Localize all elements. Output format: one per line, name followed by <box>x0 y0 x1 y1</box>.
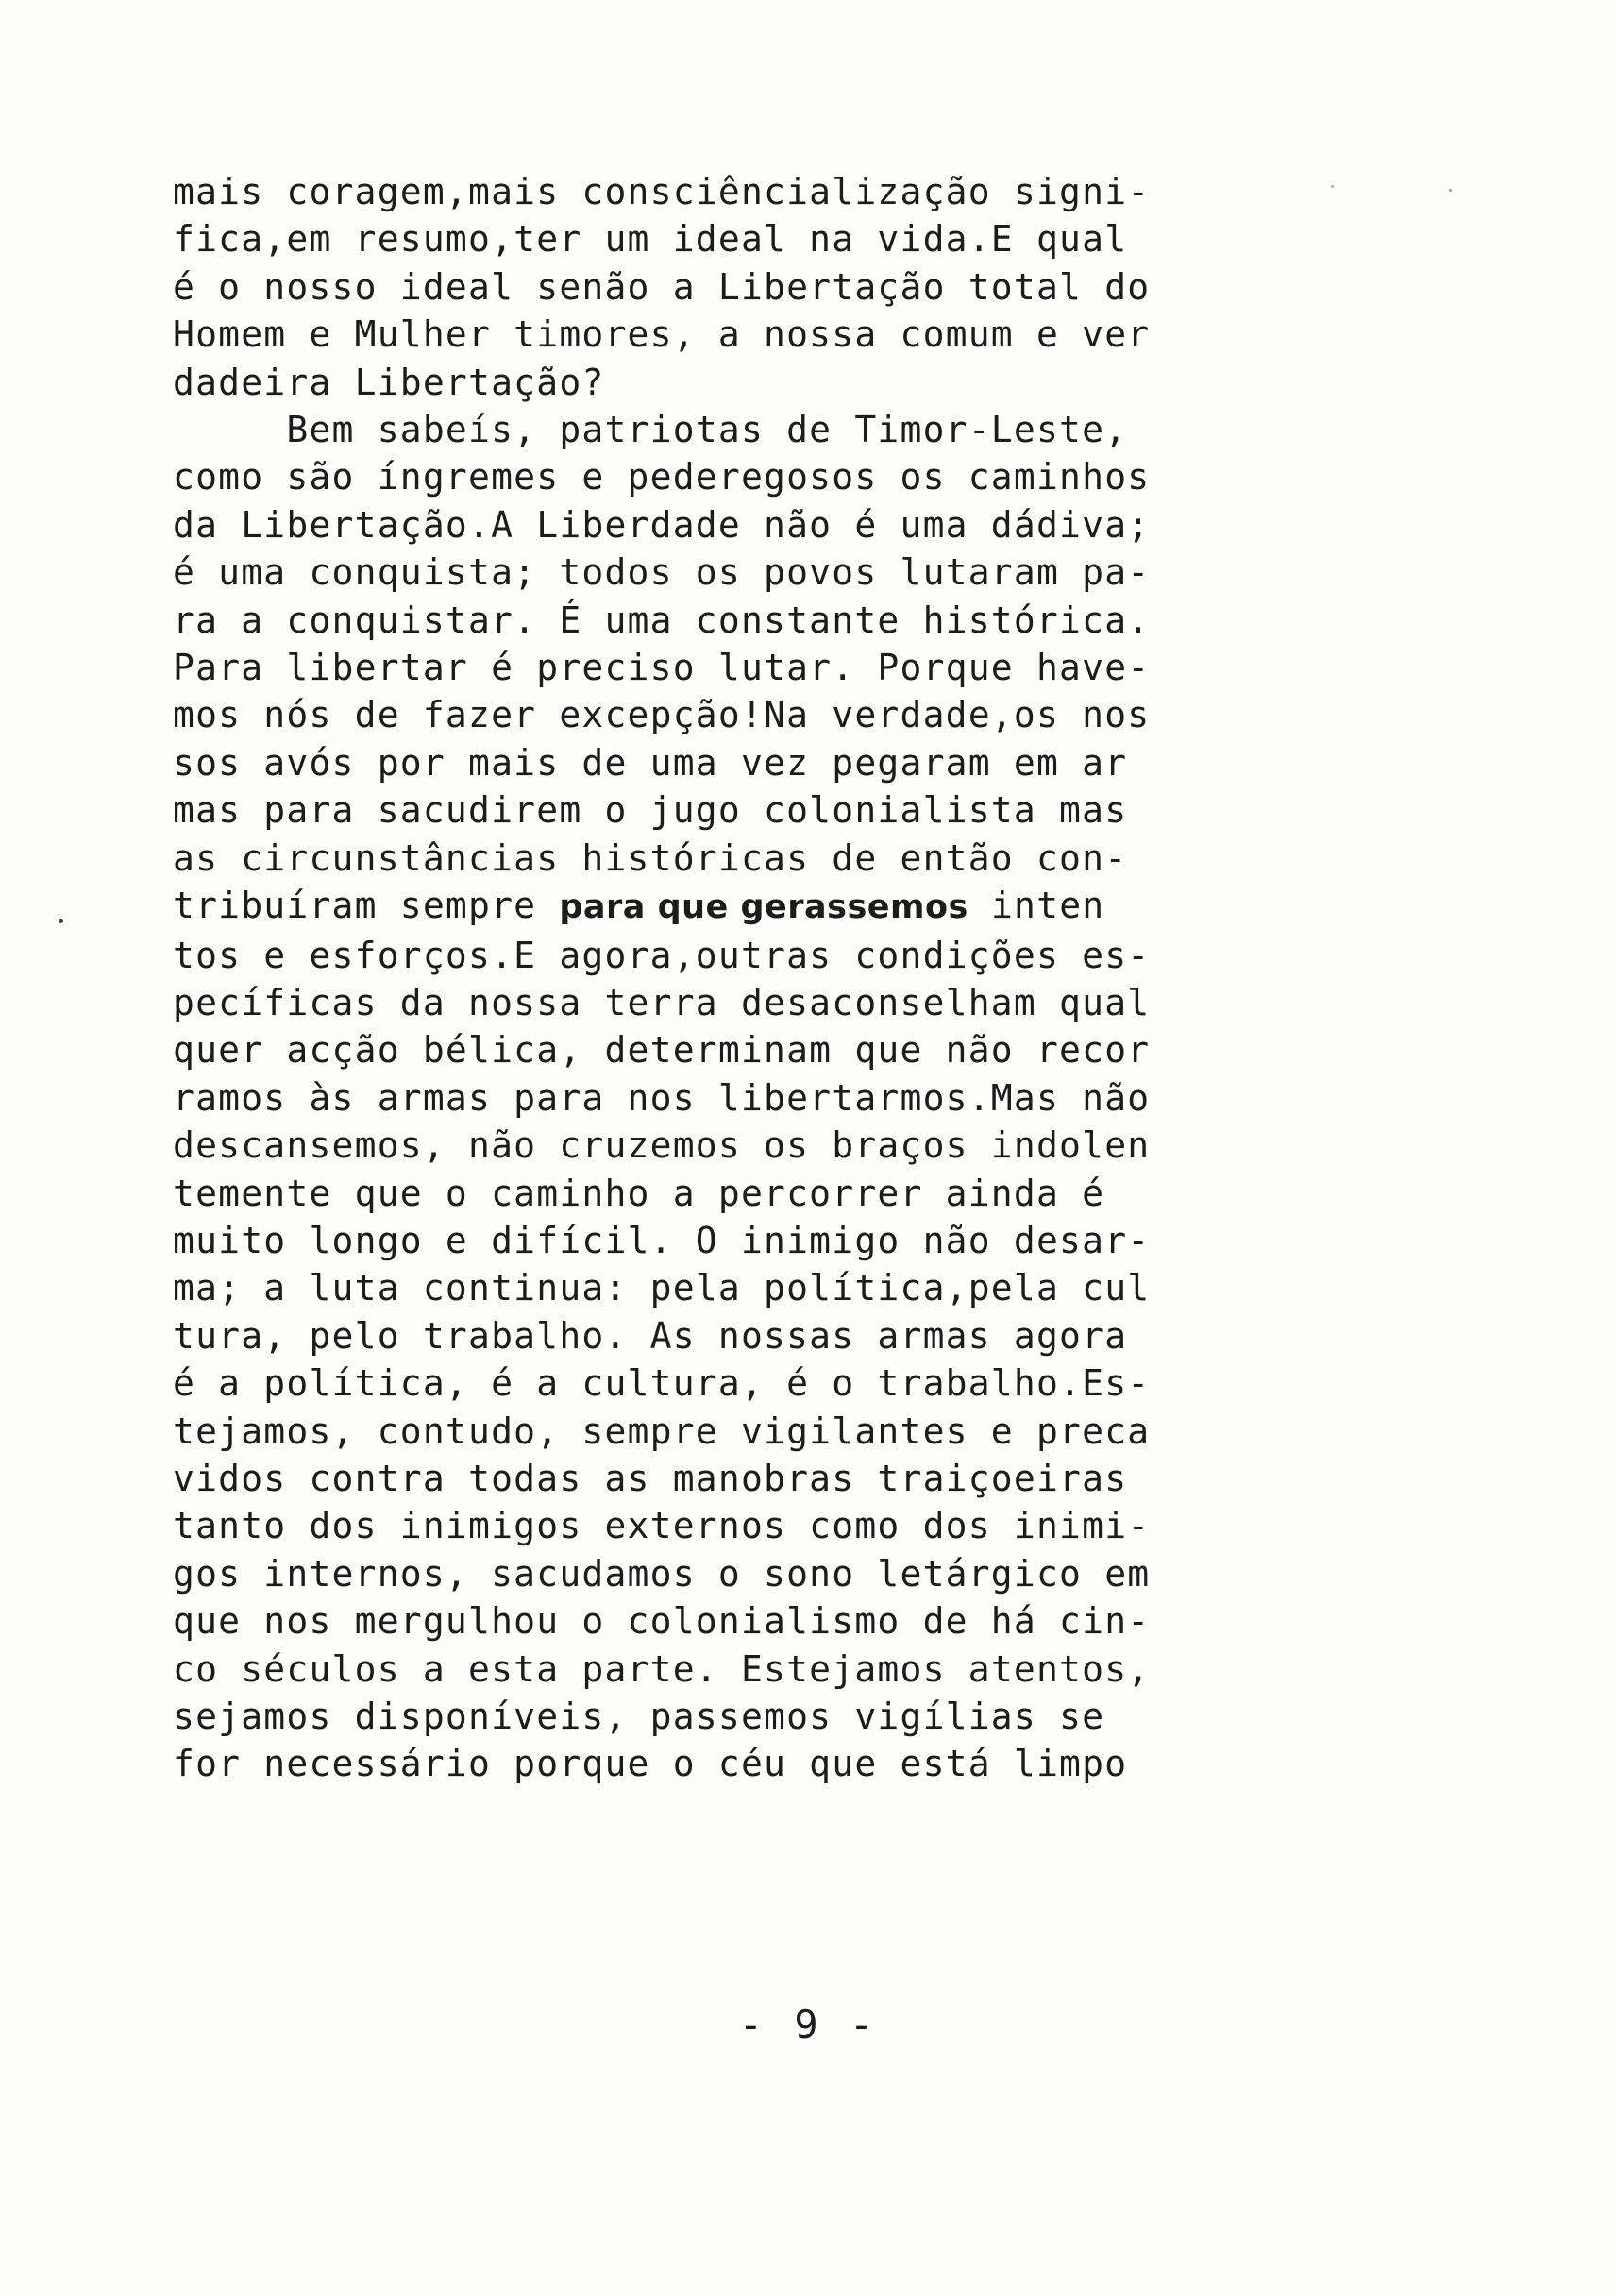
text-line: sos avós por mais de uma vez pegaram em ar <box>173 741 1128 784</box>
body-text <box>173 168 1305 1788</box>
text-line-with-bold <box>173 882 1305 931</box>
text-line: gos internos, sacudamos o sono letárgico em <box>173 1552 1151 1595</box>
text-line: dadeira Libertação? <box>173 361 605 403</box>
text-line: que nos mergulhou o colonialismo de há cin- <box>173 1600 1151 1643</box>
text-line: for necessário porque o céu que está limpo <box>173 1743 1128 1785</box>
text-line: quer acção bélica, determinam que não recor <box>173 1029 1151 1072</box>
margin-speck <box>1449 189 1452 192</box>
text-line: descansemos, não cruzemos os braços indolen <box>173 1124 1151 1167</box>
text-line: Homem e Mulher timores, a nossa comum e ver <box>173 313 1151 356</box>
text-line: ramos às armas para nos libertarmos.Mas não <box>173 1076 1151 1119</box>
text-line: pecíficas da nossa terra desaconselham qual <box>173 981 1151 1023</box>
page-number: - 9 - <box>738 2001 878 2048</box>
text-line: mas para sacudirem o jugo colonialista mas <box>173 789 1128 832</box>
text-line: é o nosso ideal senão a Libertação total do <box>173 265 1151 308</box>
margin-speck <box>1331 185 1334 188</box>
text-segment: tribuíram sempre <box>173 885 560 927</box>
text-line: fica,em resumo,ter um ideal na vida.E qual <box>173 218 1128 261</box>
text-line: as circunstâncias históricas de então con- <box>173 836 1128 879</box>
text-line: como são íngremes e pederegosos os caminhos <box>173 456 1151 498</box>
text-line: temente que o caminho a percorrer ainda é <box>173 1172 1105 1214</box>
text-line: mos nós de fazer excepção!Na verdade,os nos <box>173 694 1151 736</box>
text-line: Bem sabeís, patriotas de Timor-Leste, <box>173 409 1128 451</box>
text-segment: inten <box>968 885 1105 927</box>
text-line: tejamos, contudo, sempre vigilantes e preca <box>173 1410 1151 1452</box>
text-line: é uma conquista; todos os povos lutaram pa- <box>173 551 1151 594</box>
text-line: Para libertar é preciso lutar. Porque have- <box>173 647 1151 689</box>
text-line: ma; a luta continua: pela política,pela cul <box>173 1267 1151 1309</box>
text-line: tos e esforços.E agora,outras condições es- <box>173 934 1151 976</box>
text-line: ra a conquistar. É uma constante histórica. <box>173 599 1151 641</box>
margin-speck <box>59 919 63 923</box>
bold-phrase: para que gerassemos <box>559 888 968 927</box>
text-line: mais coragem,mais consciêncialização signi- <box>173 171 1151 212</box>
text-line: da Libertação.A Liberdade não é uma dádiva; <box>173 503 1151 546</box>
text-line: tura, pelo trabalho. As nossas armas agora <box>173 1314 1128 1357</box>
text-line: sejamos disponíveis, passemos vigílias se <box>173 1696 1105 1737</box>
text-line: vidos contra todas as manobras traiçoeiras <box>173 1457 1128 1499</box>
text-line: co séculos a esta parte. Estejamos atentos, <box>173 1647 1151 1690</box>
text-line: tanto dos inimigos externos como dos inimi- <box>173 1505 1151 1547</box>
text-line: é a política, é a cultura, é o trabalho.Es- <box>173 1362 1151 1405</box>
text-line: muito longo e difícil. O inimigo não desar- <box>173 1219 1151 1261</box>
